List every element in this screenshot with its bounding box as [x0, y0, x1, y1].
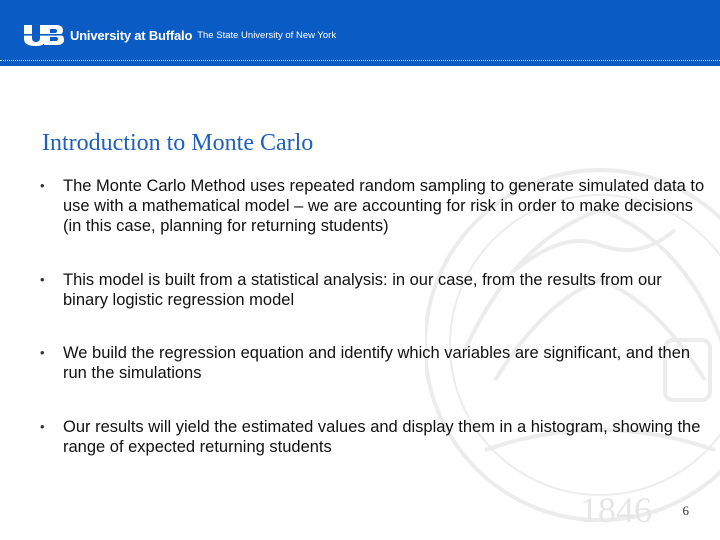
- logo-university-name: University at Buffalo: [70, 27, 193, 43]
- bullet-glyph: •: [40, 345, 45, 360]
- bullet-text: The Monte Carlo Method uses repeated random sampling to generate simulated data to use with a mathematical model – we are accounting for risk in order to make decisions (in this case, planning for returning students): [63, 177, 705, 235]
- bullet-item: [38, 343, 710, 383]
- bullet-text: This model is built from a statistical analysis: in our case, from the results from our binary logistic regression model: [63, 271, 662, 309]
- slide-title: Introduction to Monte Carlo: [42, 130, 314, 156]
- bullet-item: [38, 270, 710, 310]
- header-dotted-divider: [0, 60, 720, 61]
- bullet-text: Our results will yield the estimated values and display them in a histogram, showing the range of expected returning students: [63, 418, 701, 456]
- bullet-list: [38, 176, 710, 457]
- bullet-glyph: •: [40, 178, 45, 193]
- seal-year: 1846: [580, 490, 652, 530]
- ub-monogram-icon: [22, 23, 66, 47]
- bullet-glyph: •: [40, 272, 45, 287]
- bullet-text: We build the regression equation and identify which variables are significant, and then run the simulations: [63, 344, 691, 382]
- bullet-item: [38, 417, 710, 457]
- bullet-glyph: •: [40, 419, 45, 434]
- logo-subtitle: The State University of New York: [197, 29, 337, 41]
- header-bar: [0, 0, 720, 66]
- page-number: 6: [682, 503, 689, 518]
- university-logo[interactable]: [22, 23, 336, 47]
- bullet-item: [38, 176, 710, 236]
